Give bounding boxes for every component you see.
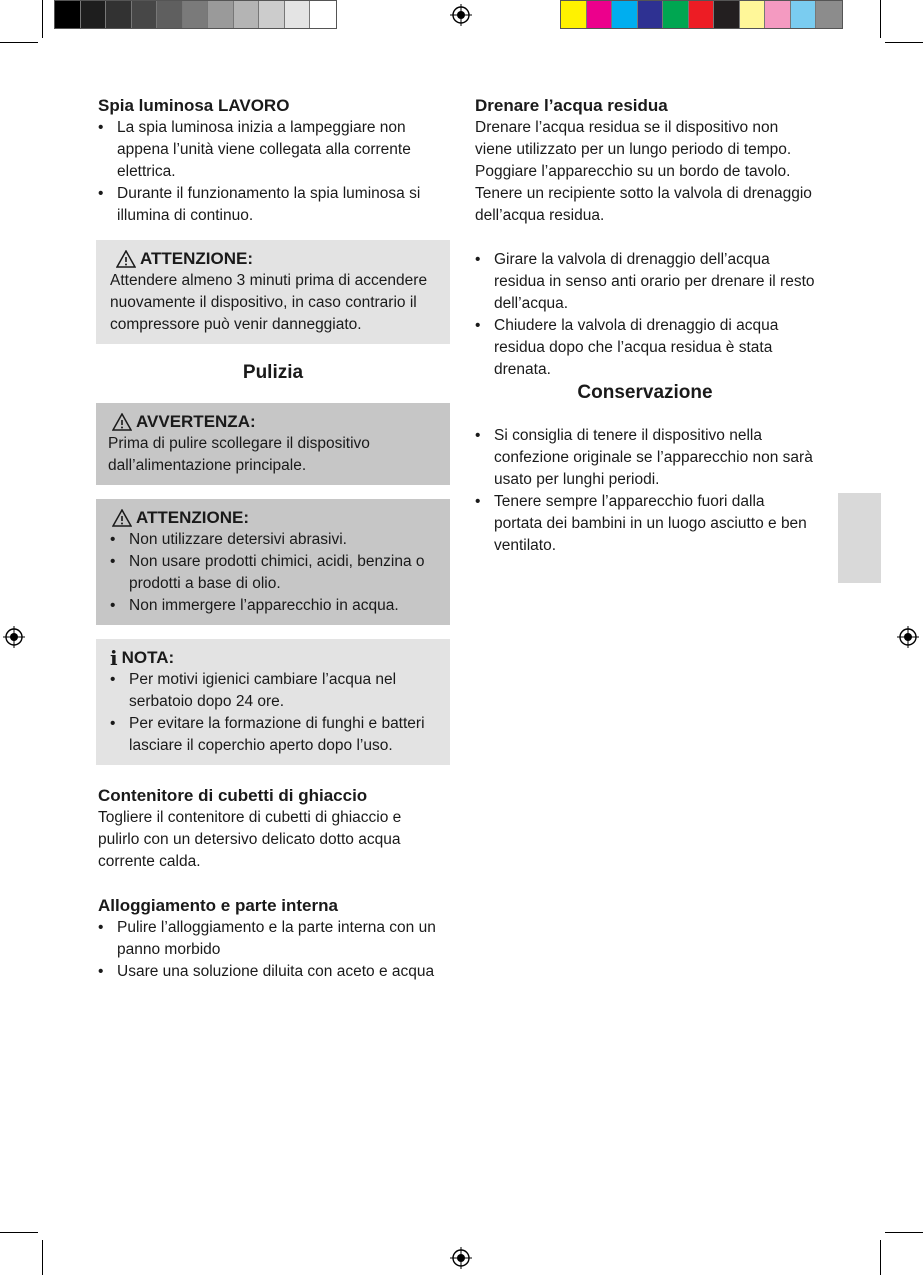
right-column xyxy=(475,95,815,557)
nota-list xyxy=(110,669,450,757)
attenzione-title: ATTENZIONE: xyxy=(136,508,250,527)
gray-swatch xyxy=(183,1,209,28)
list-item: • Per motivi igienici cambiare l’acqua nel serbatoio dopo 24 ore. xyxy=(110,669,450,713)
gray-swatch xyxy=(132,1,158,28)
color-swatch xyxy=(587,1,613,28)
list-item: • Pulire l’alloggiamento e la parte interna con un panno morbido xyxy=(98,917,438,961)
avvertenza-heading xyxy=(108,411,450,433)
gray-swatch xyxy=(259,1,285,28)
contenitore-text: Togliere il contenitore di cubetti di ghiaccio e pulirlo con un detersivo delicato dotto acqua corrente calda. xyxy=(98,809,402,870)
spia-list xyxy=(98,117,448,227)
crop-mark-top-left-v xyxy=(42,0,43,38)
drenare-section xyxy=(475,95,815,381)
color-swatch xyxy=(689,1,715,28)
registration-mark-icon xyxy=(897,626,919,648)
list-item: • Durante il funzionamento la spia luminosa si illumina di continuo. xyxy=(98,183,448,227)
avvertenza-text: Prima di pulire scollegare il dispositivo dall’alimentazione principale. xyxy=(108,435,370,474)
list-item: • Chiudere la valvola di drenaggio di acqua residua dopo che l’acqua residua è stata drenata. xyxy=(475,315,815,381)
color-swatch xyxy=(740,1,766,28)
nota-title: NOTA: xyxy=(121,648,175,667)
attenzione-title: ATTENZIONE: xyxy=(140,249,254,268)
left-column xyxy=(98,95,448,983)
avvertenza-title: AVVERTENZA: xyxy=(136,412,256,431)
crop-mark-bottom-right-h xyxy=(885,1232,923,1233)
conservazione-section xyxy=(475,381,815,557)
list-item: • Non immergere l’apparecchio in acqua. xyxy=(110,595,450,617)
avvertenza-box xyxy=(96,403,450,485)
color-swatch xyxy=(561,1,587,28)
attenzione-list xyxy=(110,529,450,617)
list-item: • La spia luminosa inizia a lampeggiare non appena l’unità viene collegata alla corrente elettrica. xyxy=(98,117,448,183)
nota-heading xyxy=(110,647,450,669)
list-item: • Si consiglia di tenere il dispositivo nella confezione originale se l’apparecchio non sarà usato per lunghi periodi. xyxy=(475,425,815,491)
crop-mark-top-right-h xyxy=(885,42,923,43)
attenzione-text: Attendere almeno 3 minuti prima di accendere nuovamente il dispositivo, in caso contrario il compressore può venir danneggiato. xyxy=(110,272,428,333)
registration-mark-icon xyxy=(3,626,25,648)
list-item: • Tenere sempre l’apparecchio fuori dalla portata dei bambini in un luogo asciutto e ben ventilato. xyxy=(475,491,815,557)
gray-swatch xyxy=(285,1,311,28)
process-color-bar xyxy=(560,0,843,29)
spia-section xyxy=(98,95,448,227)
attenzione-heading xyxy=(110,507,450,529)
conservazione-list xyxy=(475,425,815,557)
gray-swatch xyxy=(234,1,260,28)
warning-icon xyxy=(112,509,132,527)
contenitore-heading: Contenitore di cubetti di ghiaccio xyxy=(98,786,368,805)
pulizia-heading: Pulizia xyxy=(242,362,304,383)
nota-box xyxy=(96,639,450,765)
alloggiamento-heading: Alloggiamento e parte interna xyxy=(98,896,338,915)
color-swatch xyxy=(791,1,817,28)
list-item: • Non usare prodotti chimici, acidi, benzina o prodotti a base di olio. xyxy=(110,551,450,595)
gray-swatch xyxy=(208,1,234,28)
attenzione-box-1 xyxy=(96,240,450,344)
crop-mark-top-right-v xyxy=(880,0,881,38)
gray-swatch xyxy=(106,1,132,28)
color-swatch xyxy=(816,1,842,28)
crop-mark-bottom-left-h xyxy=(0,1232,38,1233)
registration-mark-icon xyxy=(450,1247,472,1269)
drenare-text: Drenare l’acqua residua se il dispositivo non viene utilizzato per un lungo periodo di tempo. Poggiare l’apparecchio su un bordo de tavolo. Tenere un recipiente sotto la valvola di drenaggio dell’acqua residua. xyxy=(475,119,812,224)
gray-swatch xyxy=(157,1,183,28)
color-swatch xyxy=(765,1,791,28)
attenzione-box-2 xyxy=(96,499,450,625)
conservazione-heading: Conservazione xyxy=(577,382,713,403)
grayscale-color-bar xyxy=(54,0,337,29)
list-item: • Girare la valvola di drenaggio dell’acqua residua in senso anti orario per drenare il resto dell’acqua. xyxy=(475,249,815,315)
gray-swatch xyxy=(81,1,107,28)
registration-mark-icon xyxy=(450,4,472,26)
alloggiamento-section xyxy=(98,895,448,983)
crop-mark-bottom-right-v xyxy=(880,1240,881,1275)
crop-mark-bottom-left-v xyxy=(42,1240,43,1275)
drenare-list xyxy=(475,249,815,381)
crop-mark-top-left-h xyxy=(0,42,38,43)
list-item: • Non utilizzare detersivi abrasivi. xyxy=(110,529,450,551)
contenitore-section xyxy=(98,785,448,873)
warning-icon xyxy=(112,413,132,431)
color-swatch xyxy=(714,1,740,28)
attenzione-heading xyxy=(110,248,450,270)
gray-swatch xyxy=(55,1,81,28)
color-swatch xyxy=(638,1,664,28)
list-item: • Usare una soluzione diluita con aceto e acqua xyxy=(98,961,438,983)
language-side-tab xyxy=(838,493,881,583)
warning-icon xyxy=(116,250,136,268)
alloggiamento-list xyxy=(98,917,438,983)
info-icon: i xyxy=(110,646,118,670)
spia-heading: Spia luminosa LAVORO xyxy=(98,96,290,115)
list-item: • Per evitare la formazione di funghi e batteri lasciare il coperchio aperto dopo l’uso. xyxy=(110,713,450,757)
color-swatch xyxy=(612,1,638,28)
color-swatch xyxy=(663,1,689,28)
drenare-heading: Drenare l’acqua residua xyxy=(475,96,668,115)
gray-swatch xyxy=(310,1,336,28)
